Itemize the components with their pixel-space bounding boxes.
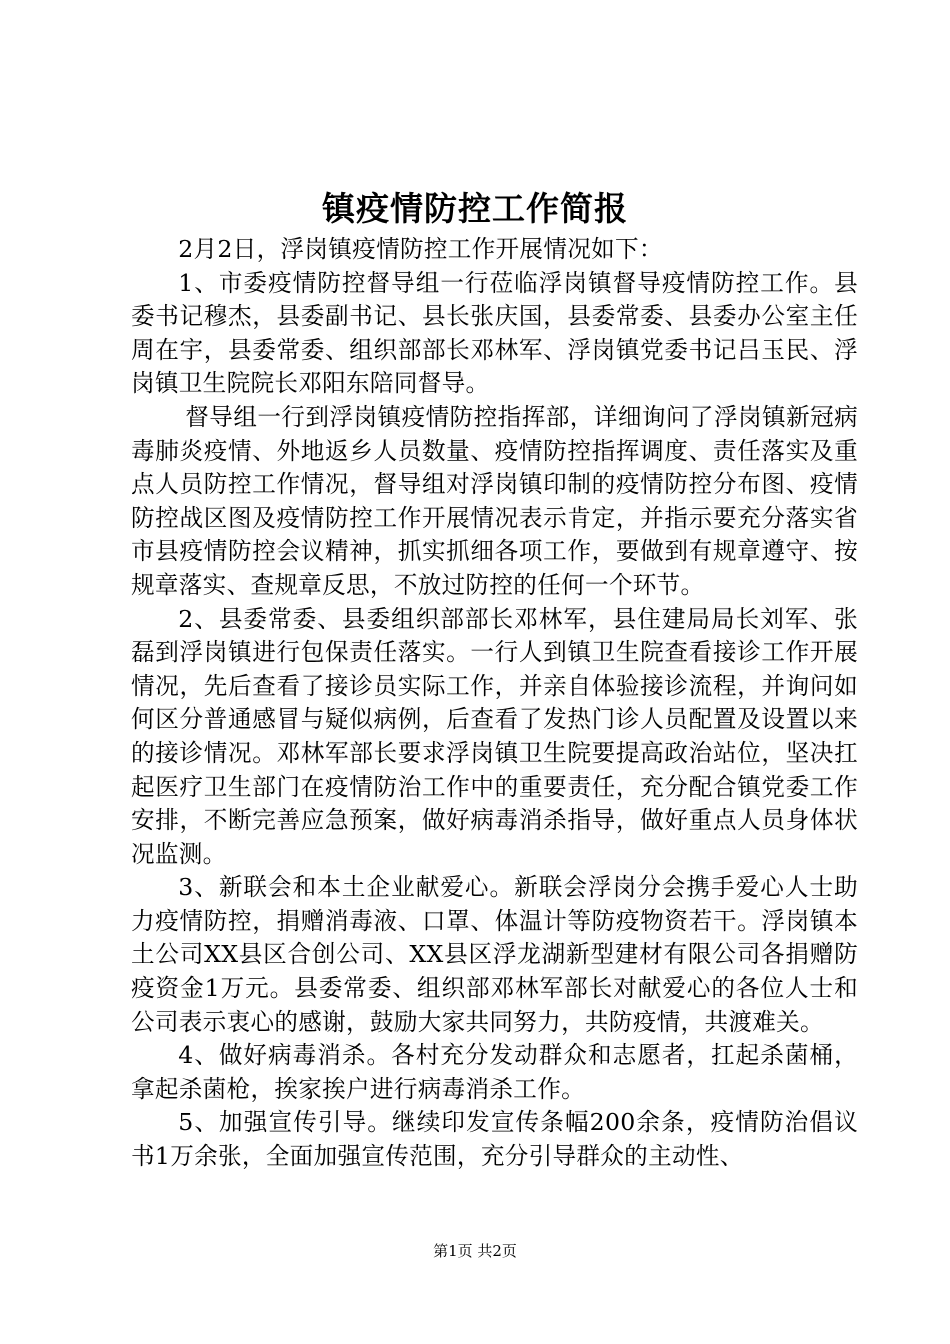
page-number-footer: 第1页 共2页 — [433, 1242, 517, 1260]
paragraph-item-1-detail: 督导组一行到浮岗镇疫情防控指挥部，详细询问了浮岗镇新冠病毒肺炎疫情、外地返乡人员数量、疫情防控指挥调度、责任落实及重点人员防控工作情况，督导组对浮岗镇印制的疫情防控分布图、疫情防控战区图及疫情防控工作开展情况表示肯定，并指示要充分落实省市县疫情防控会议精神，抓实抓细各项工作，要做到有规章遵守、按规章落实、查规章反思，不放过防控的任何一个环节。 — [131, 402, 858, 599]
paragraph-item-3: 3、新联会和本土企业献爱心。新联会浮岗分会携手爱心人士助力疫情防控，捐赠消毒液、口罩、体温计等防疫物资若干。浮岗镇本土公司XX县区合创公司、XX县区浮龙湖新型建材有限公司各捐赠防疫资金1万元。县委常委、组织部邓林军部长对献爱心的各位人士和公司表示衷心的感谢，鼓励大家共同努力，共防疫情，共渡难关。 — [131, 873, 858, 1036]
paragraph-item-2: 2、县委常委、县委组织部部长邓林军，县住建局局长刘军、张磊到浮岗镇进行包保责任落实。一行人到镇卫生院查看接诊工作开展情况，先后查看了接诊员实际工作，并亲自体验接诊流程，并询问如何区分普通感冒与疑似病例，后查看了发热门诊人员配置及设置以来的接诊情况。邓林军部长要求浮岗镇卫生院要提高政治站位，坚决扛起医疗卫生部门在疫情防治工作中的重要责任，充分配合镇党委工作安排，不断完善应急预案，做好病毒消杀指导，做好重点人员身体状况监测。 — [131, 604, 858, 868]
paragraph-item-1: 1、市委疫情防控督导组一行莅临浮岗镇督导疫情防控工作。县委书记穆杰，县委副书记、县长张庆国，县委常委、县委办公室主任周在宇，县委常委、组织部部长邓林军、浮岗镇党委书记吕玉民、浮岗镇卫生院院长邓阳东陪同督导。 — [131, 268, 858, 398]
document-body — [131, 233, 858, 1174]
paragraph-item-5: 5、加强宣传引导。继续印发宣传条幅200余条，疫情防治倡议书1万余张，全面加强宣传范围，充分引导群众的主动性、 — [131, 1108, 858, 1171]
paragraph-item-4: 4、做好病毒消杀。各村充分发动群众和志愿者，扛起杀菌桶，拿起杀菌枪，挨家挨户进行病毒消杀工作。 — [131, 1041, 858, 1103]
document-title: 镇疫情防控工作简报 — [322, 189, 628, 228]
paragraph-intro: 2月2日，浮岗镇疫情防控工作开展情况如下： — [178, 235, 663, 263]
